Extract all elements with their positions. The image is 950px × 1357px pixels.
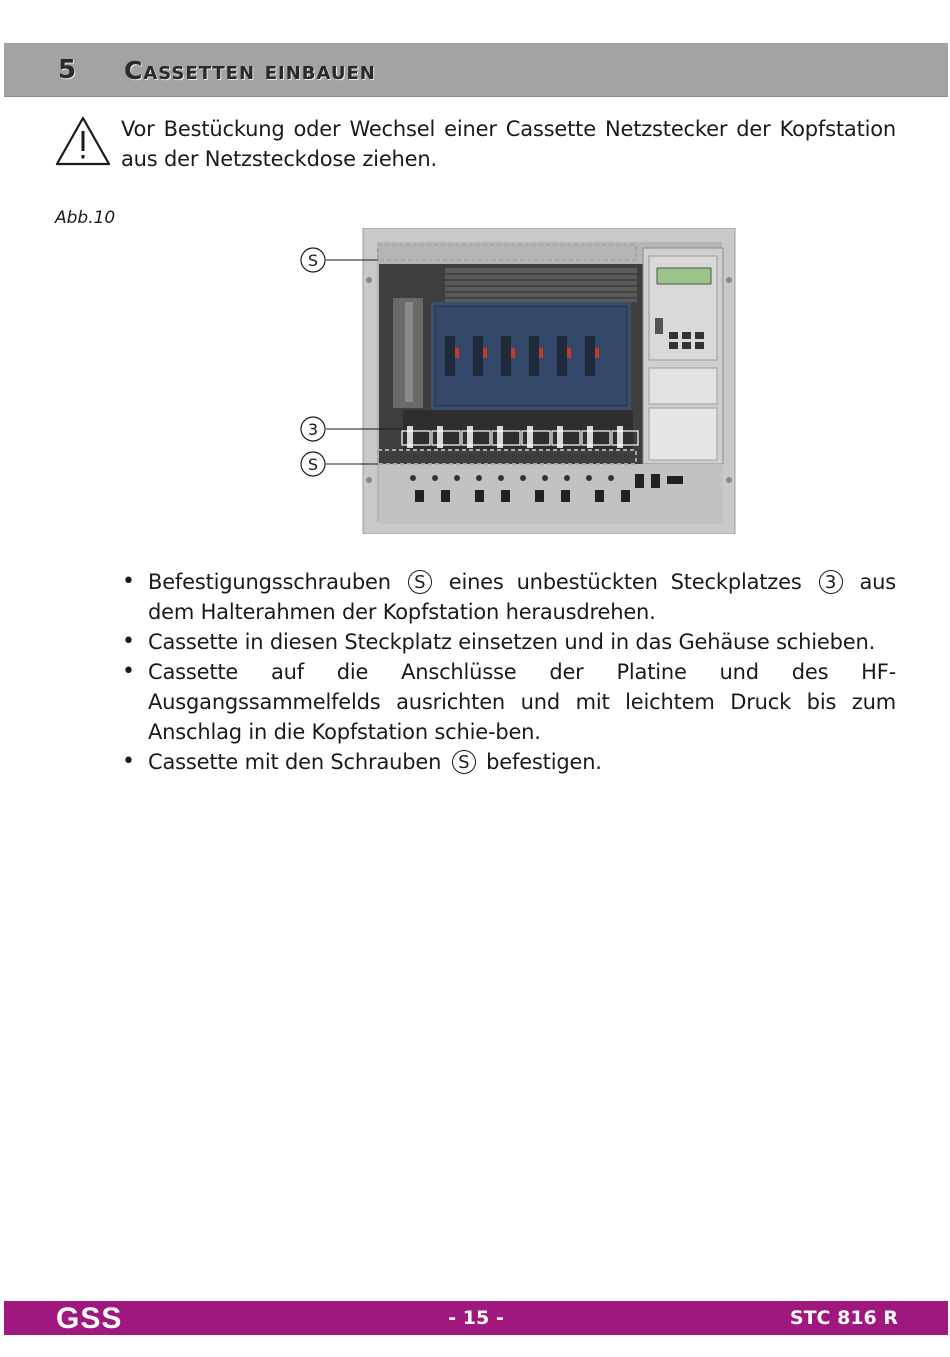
section-number: 5	[58, 55, 77, 85]
brand-logo: GSS	[56, 1302, 123, 1335]
section-header	[4, 43, 948, 97]
page-number: - 15 -	[448, 1307, 504, 1329]
warning-triangle-icon	[54, 115, 112, 167]
list-item-text: Cassette mit den Schrauben	[148, 750, 442, 774]
callout-screw-top: S	[307, 251, 319, 270]
list-item-text: Cassette in diesen Steckplatz einsetzen und in das Gehäuse schieben.	[148, 630, 876, 654]
callout-screw-bottom: S	[307, 455, 319, 474]
list-item	[120, 657, 896, 747]
list-item-text: eines unbestückten Steckplatzes	[448, 570, 802, 594]
callout-slot: 3	[307, 420, 319, 439]
instruction-list	[120, 567, 896, 777]
list-item-text: Befestigungsschrauben	[148, 570, 391, 594]
list-item	[120, 567, 896, 627]
section-title: Cassetten einbauen	[124, 56, 376, 85]
callout-mark: S	[452, 750, 476, 774]
list-item-text: Cassette auf die Anschlüsse der Platine und des HF-Ausgangssammelfelds ausrichten und mit leichtem Druck bis zum Anschlag in die Kopfstation schie-ben.	[148, 660, 896, 744]
list-item-text: aus dem Halterahmen der Kopfstation herausdrehen.	[148, 570, 896, 624]
callout-mark: 3	[819, 570, 843, 594]
list-item	[120, 747, 896, 777]
list-item	[120, 627, 896, 657]
figure-label: Abb.10	[55, 208, 116, 228]
footer-bar	[4, 1301, 948, 1335]
callout-mark: S	[408, 570, 432, 594]
warning-text: Vor Bestückung oder Wechsel einer Cassette Netzstecker der Kopfstation aus der Netzsteckdose ziehen.	[121, 117, 896, 171]
headend-photo-figure	[295, 228, 740, 534]
list-item-text: befestigen.	[486, 750, 602, 774]
model-name: STC 816 R	[789, 1307, 898, 1329]
